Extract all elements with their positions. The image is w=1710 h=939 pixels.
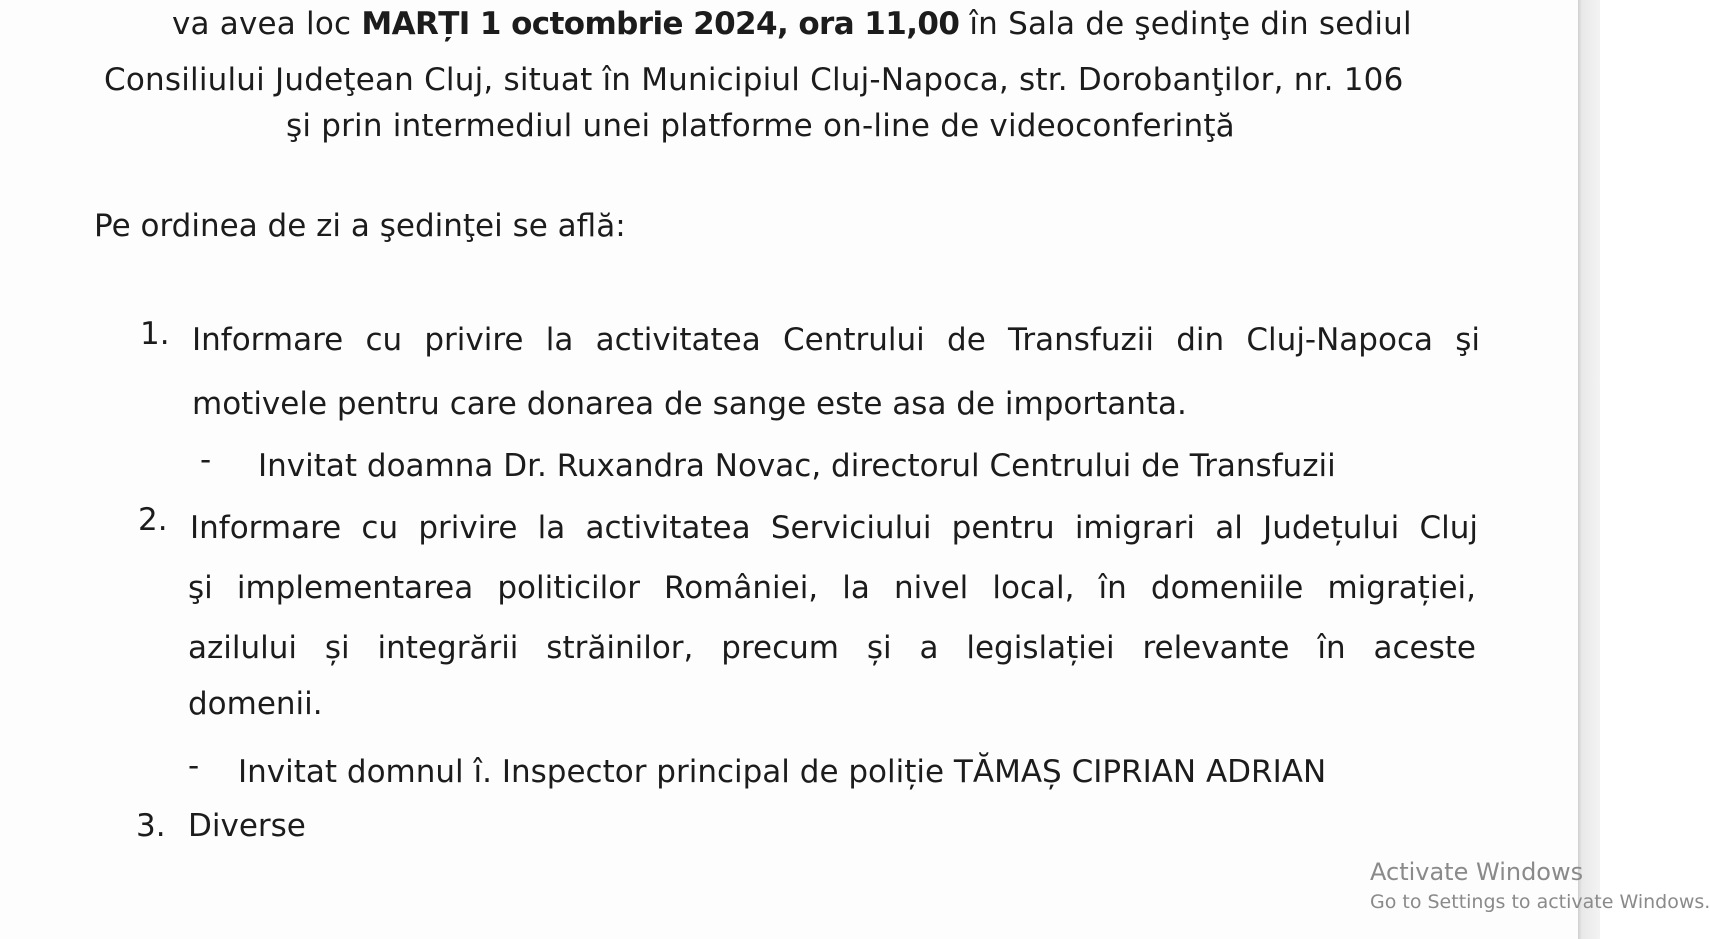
agenda-item-2-line-1: Informare cu privire la activitatea Serviciului pentru imigrari al Județului Cluj <box>190 510 1478 546</box>
page-edge-shadow <box>1578 0 1600 939</box>
watermark-title: Activate Windows <box>1370 858 1584 886</box>
watermark-subtitle: Go to Settings to activate Windows. <box>1370 891 1710 913</box>
agenda-item-2-dash: - <box>188 748 200 784</box>
agenda-item-3-number: 3. <box>136 808 166 844</box>
agenda-intro: Pe ordinea de zi a şedinţei se află: <box>94 208 626 244</box>
agenda-item-1-number: 1. <box>140 316 170 352</box>
agenda-item-2-line-3: azilului și integrării străinilor, precum și a legislației relevante în aceste <box>188 630 1476 666</box>
agenda-item-2-number: 2. <box>138 502 168 538</box>
header-line-3: şi prin intermediul unei platforme on-line de videoconferinţă <box>286 108 1235 144</box>
agenda-item-2-line-4: domenii. <box>188 686 323 722</box>
agenda-item-1-dash: - <box>200 442 212 478</box>
agenda-item-3-line-1: Diverse <box>188 808 306 844</box>
meeting-date: MARȚI 1 octombrie 2024, ora 11,00 <box>361 6 960 42</box>
header-line-1: va avea loc MARȚI 1 octombrie 2024, ora 11,00 în Sala de şedinţe din sediul <box>172 6 1412 42</box>
agenda-item-2-line-2: şi implementarea politicilor României, la nivel local, în domeniile migrației, <box>188 570 1476 606</box>
activate-windows-watermark <box>1370 858 1710 914</box>
agenda-item-1-line-1: Informare cu privire la activitatea Centrului de Transfuzii din Cluj-Napoca şi <box>192 322 1480 358</box>
agenda-item-1-guest: Invitat doamna Dr. Ruxandra Novac, directorul Centrului de Transfuzii <box>258 448 1336 484</box>
agenda-item-2-guest: Invitat domnul î. Inspector principal de poliție TĂMAȘ CIPRIAN ADRIAN <box>238 754 1327 790</box>
header-line-2: Consiliului Judeţean Cluj, situat în Municipiul Cluj-Napoca, str. Dorobanţilor, nr. 106 <box>104 62 1404 98</box>
agenda-item-1-line-2: motivele pentru care donarea de sange este asa de importanta. <box>192 386 1187 422</box>
